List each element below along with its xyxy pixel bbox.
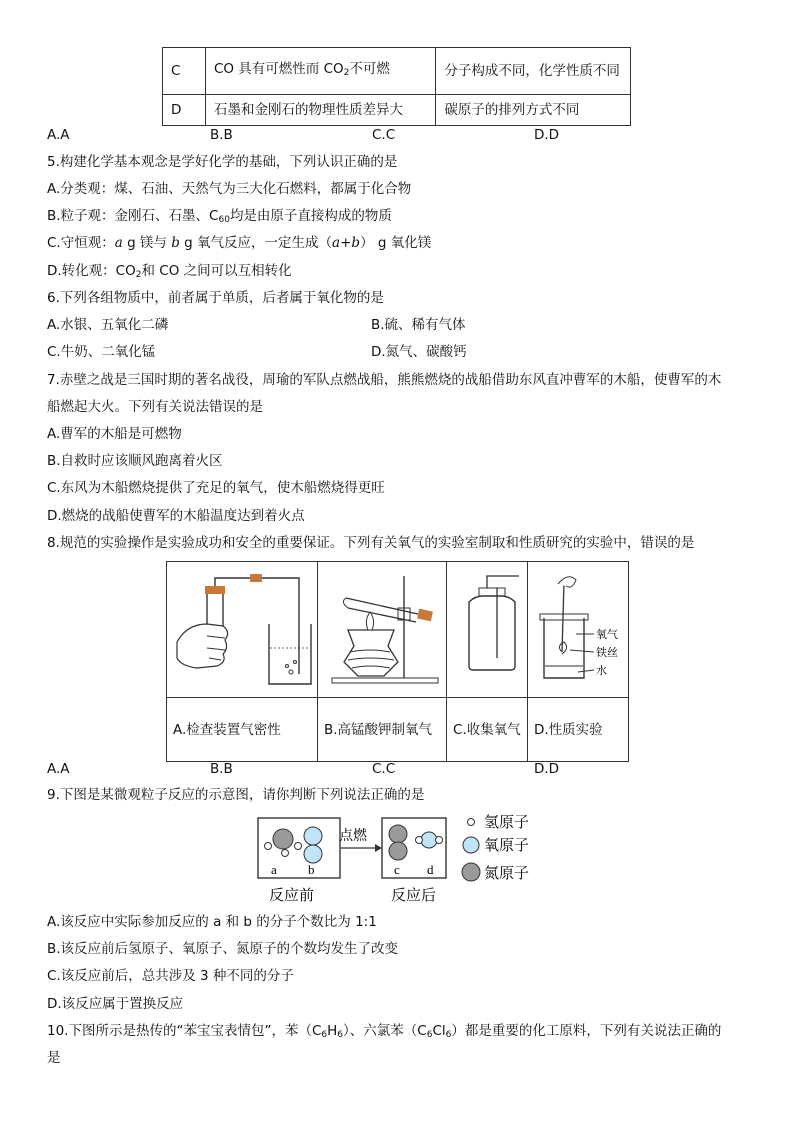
caption-d: D.性质实验: [528, 698, 629, 762]
question-7-stem-line2: 船燃起大火。下列有关说法错误的是: [47, 399, 263, 415]
question-7-option-a: A.曹军的木船是可燃物: [47, 426, 182, 442]
label-d: d: [427, 862, 434, 877]
answer-option-c: C.C: [372, 127, 396, 143]
hydrogen-atom-icon: [468, 819, 475, 826]
before-label: 反应前: [269, 887, 315, 904]
question-9-option-c: C.该反应前后，总共涉及 3 种不同的分子: [47, 968, 294, 984]
gas-bottle-icon: [469, 596, 515, 670]
answer-option-c: C.C: [372, 761, 396, 777]
question-7-option-b: B.自救时应该顺风跑离着火区: [47, 453, 223, 469]
table-cell-reason: 碳原子的排列方式不同: [436, 95, 631, 126]
table-cell-letter: C: [163, 48, 206, 95]
gas-collection-figure: [447, 562, 527, 693]
question-5-stem: 5.构建化学基本观念是学好化学的基础，下列认识正确的是: [47, 154, 398, 170]
table-cell-fact: 石墨和金刚石的物理性质差异大: [205, 95, 435, 126]
question-9-stem: 9.下图是某微观粒子反应的示意图，请你判断下列说法正确的是: [47, 787, 425, 803]
figure-d-cell: [528, 562, 629, 698]
q8-experiment-table: [166, 561, 629, 762]
question-5-option-b: B.粒子观：金刚石、石墨、$C_{60}$均是由原子直接构成的物质: [47, 208, 392, 225]
question-7-option-d: D.燃烧的战船使曹军的木船温度达到着火点: [47, 508, 305, 524]
question-6-stem: 6.下列各组物质中，前者属于单质，后者属于氧化物的是: [47, 290, 384, 306]
answer-option-b: B.B: [210, 127, 233, 143]
caption-b: B.高锰酸钾制氧气: [318, 698, 447, 762]
stopper-icon: [205, 586, 225, 594]
legend-oxygen: 氧原子: [484, 837, 530, 854]
alcohol-lamp-icon: [344, 630, 398, 676]
caption-a: A.检查装置气密性: [167, 698, 318, 762]
question-10-stem-line2: 是: [47, 1050, 61, 1066]
question-9-option-b: B.该反应前后氢原子、氧原子、氮原子的个数均发生了改变: [47, 941, 399, 957]
label-oxygen: 氧气: [596, 629, 618, 641]
iron-wire-combustion-figure: [528, 562, 628, 693]
figure-b-cell: [318, 562, 447, 698]
answer-option-a: A.A: [47, 761, 70, 777]
question-9-option-a: A.该反应中实际参加反应的 a 和 b 的分子个数比为 1:1: [47, 914, 377, 930]
table-cell-reason: 分子构成不同，化学性质不同: [436, 48, 631, 95]
table-cell-fact: CO 具有可燃性而 $CO_2$不可燃: [205, 48, 435, 95]
question-5-option-d: D.转化观：$CO_2$和 CO 之间可以互相转化: [47, 263, 292, 280]
arrow-label: 点燃: [339, 827, 367, 843]
legend-hydrogen: 氢原子: [484, 814, 530, 831]
after-label: 反应后: [391, 887, 437, 904]
question-6-option-d: D.氮气、碳酸钙: [371, 344, 467, 360]
question-5-option-a: A.分类观：煤、石油、天然气为三大化石燃料，都属于化合物: [47, 181, 412, 197]
label-iron-wire: 铁丝: [596, 647, 618, 659]
question-10-stem-line1: 10.下图所示是热传的“苯宝宝表情包”，苯$(C_6H_6)$、六氯苯$(C_6Cl_6)$都是重要的化工原料，下列有关说法正确的: [47, 1023, 722, 1040]
airtightness-check-figure: [167, 562, 317, 693]
question-5-option-c: C.守恒观：a g 镁与 b g 氧气反应，一定生成（a+b） g 氧化镁: [47, 235, 432, 251]
reaction-diagram: [255, 808, 545, 908]
label-water: 水: [596, 665, 607, 677]
hand-icon: [177, 624, 228, 668]
question-6-option-a: A.水银、五氧化二磷: [47, 317, 169, 333]
answer-option-b: B.B: [210, 761, 233, 777]
table-cell-letter: D: [163, 95, 206, 126]
answer-option-a: A.A: [47, 127, 70, 143]
label-b: b: [308, 862, 315, 877]
label-c: c: [394, 862, 400, 877]
answer-option-d: D.D: [534, 127, 560, 143]
q4-table: [162, 47, 631, 126]
answer-option-d: D.D: [534, 761, 560, 777]
potassium-permanganate-figure: [318, 562, 446, 693]
oxygen-atom-icon: [463, 837, 479, 853]
question-6-option-b: B.硫、稀有气体: [371, 317, 466, 333]
gas-bottle-icon: [544, 618, 584, 678]
legend-nitrogen: 氮原子: [484, 865, 530, 882]
label-a: a: [271, 862, 277, 877]
nitrogen-atom-icon: [462, 863, 480, 881]
question-7-stem-line1: 7.赤壁之战是三国时期的著名战役，周瑜的军队点燃战船，熊熊燃烧的战船借助东风直冲曹军的木船，使曹军的木: [47, 372, 722, 388]
question-6-option-c: C.牛奶、二氧化锰: [47, 344, 156, 360]
question-8-stem: 8.规范的实验操作是实验成功和安全的重要保证。下列有关氧气的实验室制取和性质研究的实验中，错误的是: [47, 535, 695, 551]
figure-c-cell: [447, 562, 528, 698]
question-9-option-d: D.该反应属于置换反应: [47, 996, 184, 1012]
caption-c: C.收集氧气: [447, 698, 528, 762]
question-7-option-c: C.东风为木船燃烧提供了充足的氧气，使木船燃烧得更旺: [47, 480, 385, 496]
figure-a-cell: [167, 562, 318, 698]
